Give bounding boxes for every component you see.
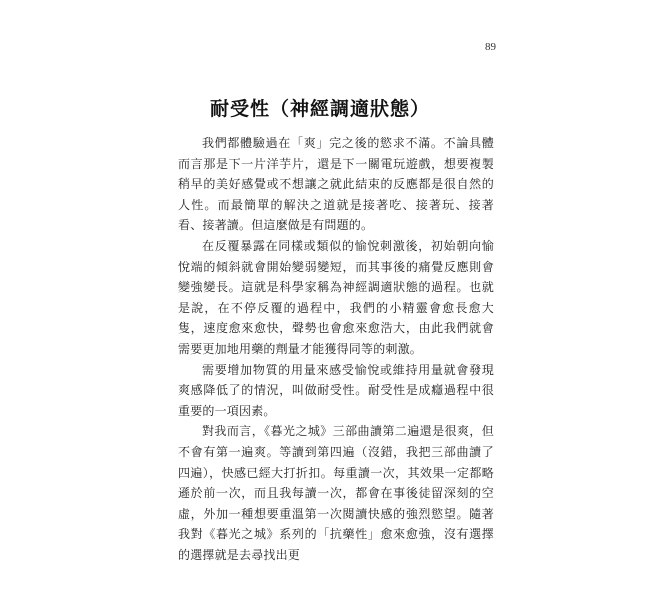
body-text: [178, 133, 494, 565]
paragraph-3: 需要增加物質的用量來感受愉悅或維持用量就會發現爽感降低了的情況，叫做耐受性。耐受性是成癮過程中很重要的一項因素。: [178, 362, 494, 418]
paragraph-2: 在反覆暴露在同樣或類似的愉悅刺激後，初始朝向愉悅端的傾斜就會開始變弱變短，而其事後的痛覺反應則會變強變長。這就是科學家稱為神經調適狀態的過程。也就是說，在不停反覆的過程中，我們的小精靈會愈長愈大隻，速度愈來愈快，聲勢也會愈來愈浩大，由此我們就會需要更加地用藥的劑量才能獲得同等的刺激。: [178, 238, 494, 356]
paragraph-1: 我們都體驗過在「爽」完之後的慾求不滿。不論具體而言那是下一片洋芋片，還是下一關電玩遊戲，想要複製稍早的美好感覺或不想讓之就此結束的反應都是很自然的人性。而最簡單的解決之道就是接著吃、接著玩、接著看、接著讀。但這麼做是有問題的。: [178, 136, 494, 233]
page-number: 89: [485, 41, 496, 53]
paragraph-4: 對我而言，《暮光之城》三部曲讀第二遍還是很爽，但不會有第一遍爽。等讀到第四遍（沒錯，我把三部曲讀了四遍），快感已經大打折扣。每重讀一次，其效果一定都略遜於前一次，而且我每讀一次，都會在事後徒留深刻的空虛，外加一種想要重溫第一次閱讀快感的強烈慾望。隨著我對《暮光之城》系列的「抗藥性」愈來愈強，沒有選擇的選擇就是去尋找出更: [178, 424, 494, 562]
section-title: 耐受性（神經調適狀態）: [209, 98, 430, 120]
